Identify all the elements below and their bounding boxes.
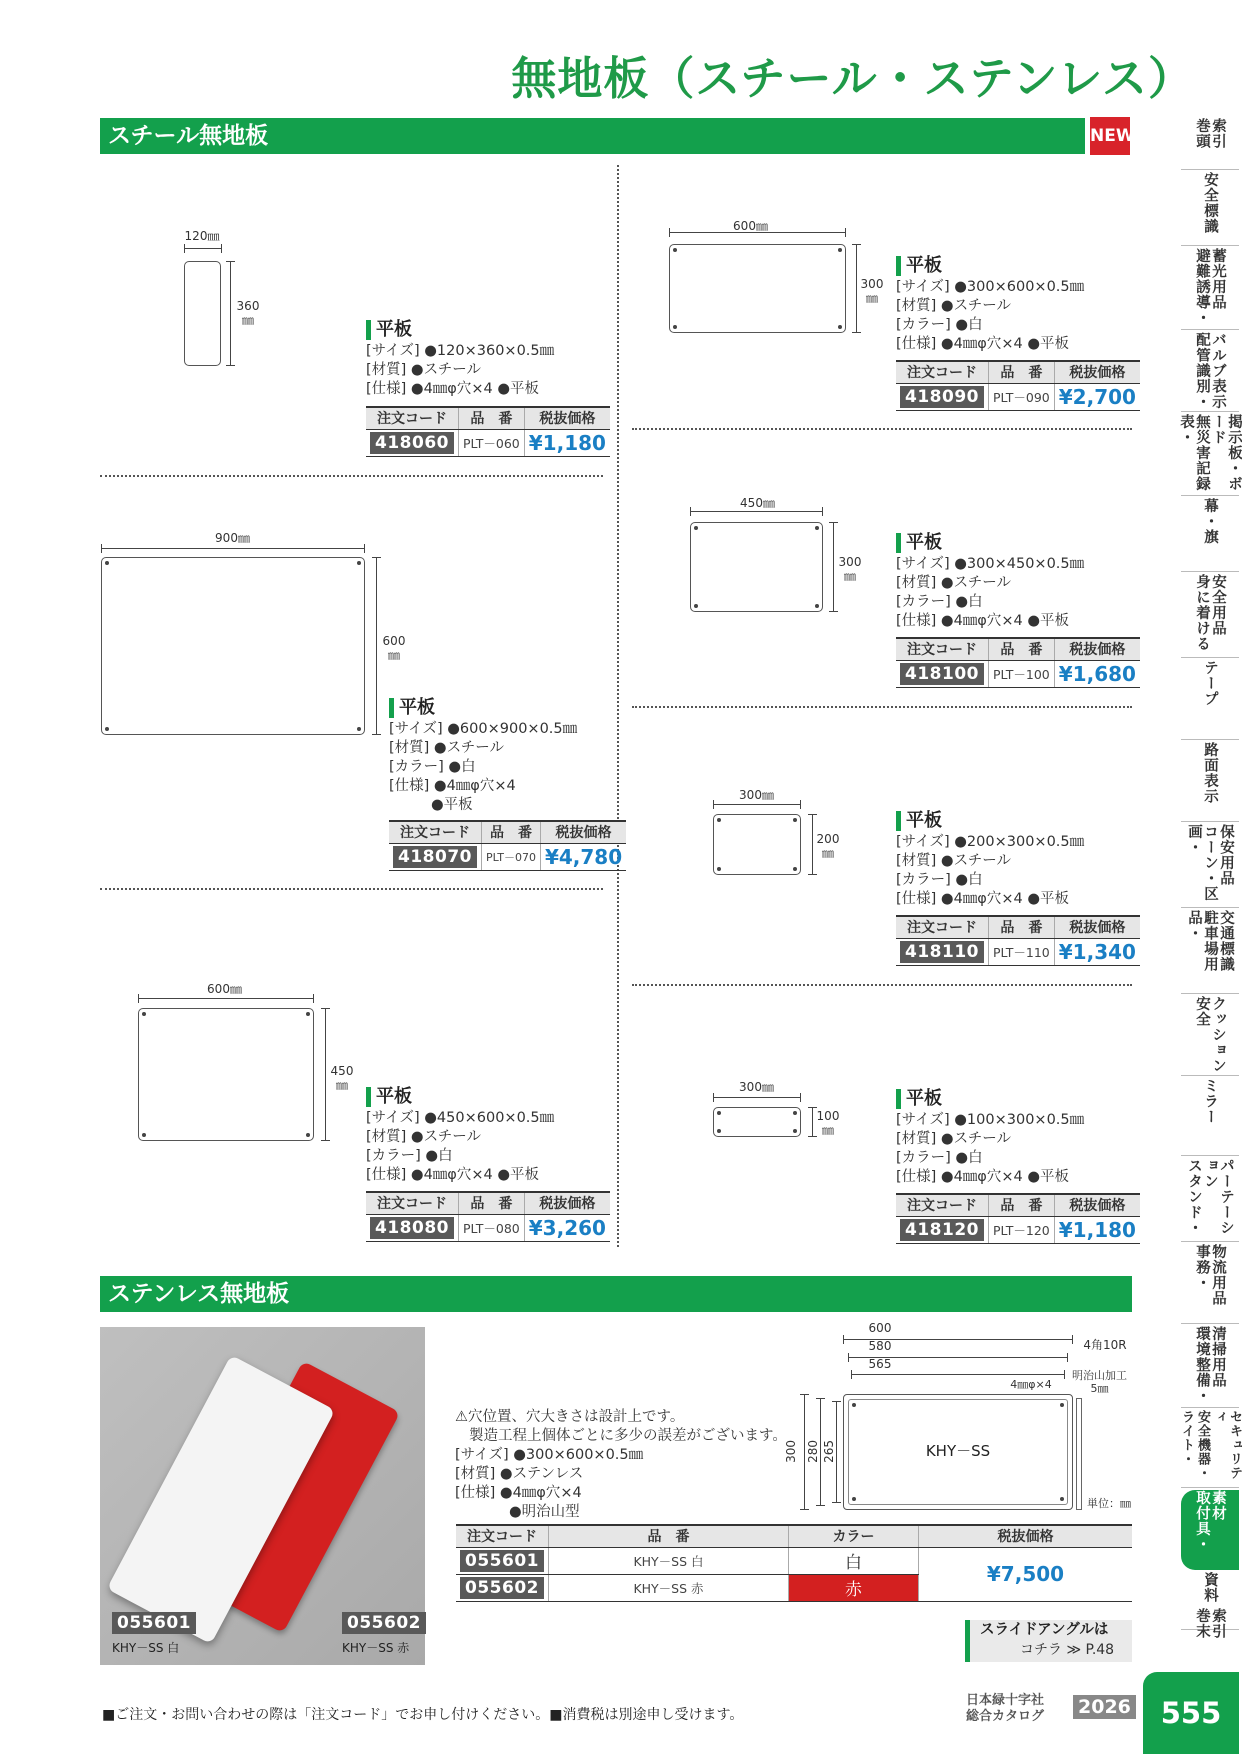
slide-line1: スライドアングルは: [980, 1622, 1109, 1638]
product-info: [896, 533, 1136, 631]
plate-diagram: [669, 244, 846, 333]
sidebar-item-back-index[interactable]: 巻末 索引: [1194, 1608, 1226, 1639]
part-number: PLT－070: [481, 843, 540, 870]
dim-arrow: [138, 994, 314, 1003]
product-title: 平板: [366, 320, 606, 340]
col-code: 注文コード: [896, 361, 988, 383]
order-code[interactable]: 418110: [900, 941, 984, 963]
col-price: 税抜価格: [540, 821, 626, 843]
col-code: 注文コード: [896, 638, 988, 660]
column-divider: [617, 165, 619, 1247]
product-material: [材質] ●スチール: [896, 853, 1011, 869]
product-spec: [仕様] ●4㎜φ穴×4 ●平板: [896, 336, 1070, 352]
col-part: 品 番: [481, 821, 540, 843]
part-number: KHY－SS 白: [548, 1547, 788, 1574]
product-info: [896, 1089, 1136, 1187]
price: ¥1,180: [1054, 1216, 1140, 1243]
plate-diagram: [138, 1008, 314, 1141]
part-number: KHY－SS 赤: [548, 1574, 788, 1601]
ss-note2: 製造工程上個体ごとに多少の誤差がございます。: [469, 1428, 787, 1444]
sidebar-item-flags[interactable]: 幕・旗: [1181, 498, 1239, 572]
section-heading-stainless: ステンレス無地板: [100, 1276, 1132, 1312]
photo-code-white: 055601: [112, 1612, 196, 1634]
ss-plate-side: [1076, 1398, 1082, 1510]
part-number: PLT－100: [988, 660, 1054, 687]
ss-plate-name: KHY－SS: [925, 1442, 991, 1460]
col-price: 税抜価格: [1054, 916, 1140, 938]
dim-arrow: [184, 244, 222, 253]
dim-height: 300 ㎜: [838, 555, 862, 583]
product-size: [サイズ] ●600×900×0.5㎜: [389, 721, 578, 737]
section-heading-steel: スチール無地板: [100, 118, 1085, 154]
dim-600: 600: [868, 1321, 892, 1335]
product-material: [材質] ●スチール: [896, 575, 1011, 591]
product-material: [材質] ●スチール: [896, 1131, 1011, 1147]
footer-note: ■ご注文・お問い合わせの際は「注文コード」でお申し付けください。■消費税は別途申し受けます。: [102, 1707, 744, 1723]
slide-line2: コチラ ≫ P.48: [1020, 1642, 1115, 1658]
dim-565: 565: [868, 1357, 892, 1371]
catalog-year: 2026: [1073, 1695, 1136, 1719]
sidebar-item-lights[interactable]: ライト・ 安全機器・ セキュリティ: [1181, 1410, 1239, 1488]
product-size: [サイズ] ●120×360×0.5㎜: [366, 343, 555, 359]
sidebar-item-cones[interactable]: コーン・区画・ 保安用品: [1181, 824, 1239, 908]
sidebar-item-road-marking[interactable]: 路面表示: [1181, 742, 1239, 822]
sidebar-item-office[interactable]: 事務・ 物流用品: [1181, 1244, 1239, 1324]
col-part: 品 番: [548, 1525, 788, 1547]
dim-width: 450㎜: [740, 496, 775, 510]
col-code: 注文コード: [896, 916, 988, 938]
unit-label: 単位：㎜: [1087, 1497, 1131, 1510]
plate-diagram: [713, 1107, 801, 1137]
dim-arrow: [669, 228, 846, 237]
product-size: [サイズ] ●200×300×0.5㎜: [896, 834, 1085, 850]
dim-arrow: [713, 800, 801, 809]
dim-580: 580: [868, 1339, 892, 1353]
product-info: [389, 698, 609, 815]
sidebar-item-cleaning[interactable]: 環境整備・ 清掃用品: [1181, 1326, 1239, 1408]
order-code[interactable]: 418070: [393, 846, 477, 868]
order-table: [896, 637, 1140, 688]
part-number: PLT－120: [988, 1216, 1054, 1243]
dim-width: 600㎜: [733, 219, 768, 233]
sidebar-item-front-index[interactable]: 巻頭 索引: [1181, 118, 1239, 170]
order-code[interactable]: 055601: [460, 1550, 544, 1572]
sidebar-item-materials[interactable]: 資料: [1181, 1572, 1239, 1630]
plate-diagram: [184, 261, 221, 366]
dim-height: 360 ㎜: [236, 299, 260, 327]
dim-width: 900㎜: [215, 531, 250, 545]
price: ¥1,180: [524, 429, 610, 456]
row-divider: [100, 888, 603, 890]
ss-note: ⚠穴位置、穴大きさは設計上です。: [455, 1409, 685, 1425]
product-material: [材質] ●スチール: [366, 362, 481, 378]
sidebar-item-cushion[interactable]: 安全 クッション: [1181, 996, 1239, 1076]
col-code: 注文コード: [896, 1194, 988, 1216]
col-code: 注文コード: [389, 821, 481, 843]
product-color: [カラー] ●白: [366, 1148, 453, 1164]
product-title: 平板: [366, 1087, 606, 1107]
price: ¥4,780: [540, 843, 626, 870]
col-part: 品 番: [988, 638, 1054, 660]
order-code[interactable]: 418120: [900, 1219, 984, 1241]
dim-height: 200 ㎜: [816, 832, 840, 860]
order-code[interactable]: 055602: [460, 1577, 544, 1599]
product-spec: [仕様] ●4㎜φ穴×4 ●平板: [366, 1167, 540, 1183]
col-price: 税抜価格: [1054, 1194, 1140, 1216]
order-table: [389, 820, 626, 871]
part-number: PLT－110: [988, 938, 1054, 965]
sidebar-item-evacuation[interactable]: 避難誘導・ 蓄光用品: [1181, 248, 1239, 330]
sidebar-item-parking[interactable]: 駐車場用品・ 交通標識: [1181, 910, 1239, 994]
photo-code-red: 055602: [342, 1612, 426, 1634]
product-title: 平板: [896, 256, 1136, 276]
new-badge: NEW: [1090, 117, 1130, 155]
dim-width: 600㎜: [207, 982, 242, 996]
col-price: 税抜価格: [524, 1192, 610, 1214]
brand-text: 日本緑十字社 総合カタログ: [966, 1693, 1045, 1724]
photo-name-red: KHY－SS 赤: [342, 1641, 410, 1655]
dim-265: 265: [822, 1440, 836, 1463]
product-spec: [仕様] ●4㎜φ穴×4 ●平板: [896, 1169, 1070, 1185]
color-cell-red: 赤: [788, 1574, 918, 1601]
product-size: [サイズ] ●450×600×0.5㎜: [366, 1110, 555, 1126]
dim-width: 300㎜: [739, 1080, 774, 1094]
ss-size: [サイズ] ●300×600×0.5㎜: [455, 1447, 644, 1463]
col-color: カラー: [788, 1525, 918, 1547]
price: ¥7,500: [918, 1547, 1132, 1601]
dim-height: 600 ㎜: [382, 634, 406, 662]
dim-arrow: [690, 507, 823, 516]
ss-plate-outline: [843, 1394, 1073, 1510]
sidebar-item-wearable[interactable]: 身に着ける 安全用品: [1181, 574, 1239, 658]
order-table: [366, 1191, 610, 1242]
product-color: [カラー] ●白: [896, 594, 983, 610]
col-part: 品 番: [988, 361, 1054, 383]
row-divider: [632, 706, 1132, 708]
sidebar-item-mirror[interactable]: ミラー: [1181, 1078, 1239, 1156]
order-code[interactable]: 418060: [370, 432, 454, 454]
col-price: 税抜価格: [1054, 638, 1140, 660]
col-part: 品 番: [988, 1194, 1054, 1216]
meiji-label: 明治山加工 5㎜: [1072, 1369, 1127, 1395]
page-title: 無地板（スチール・ステンレス）: [511, 52, 1194, 105]
product-title: 平板: [896, 811, 1136, 831]
product-material: [材質] ●スチール: [389, 740, 504, 756]
col-price: 税抜価格: [1054, 361, 1140, 383]
sidebar-item-stand[interactable]: スタンド・ パーテーション: [1181, 1158, 1239, 1242]
product-spec: [仕様] ●4㎜φ穴×4: [389, 778, 516, 794]
order-table: [366, 406, 610, 457]
ss-info: [455, 1408, 795, 1522]
dim-height: 450 ㎜: [330, 1064, 354, 1092]
hole-label: 4㎜φ×4: [1010, 1378, 1052, 1391]
dim-arrow: [713, 1093, 801, 1102]
ss-spec2: ●明治山型: [509, 1504, 580, 1520]
product-spec: [仕様] ●4㎜φ穴×4 ●平板: [896, 613, 1070, 629]
dim-width: 300㎜: [739, 788, 774, 802]
ss-spec: [仕様] ●4㎜φ穴×4: [455, 1485, 582, 1501]
plate-diagram: [713, 814, 801, 875]
sidebar-item-fittings[interactable]: 取付具・ 素材: [1181, 1490, 1239, 1570]
order-code[interactable]: 418080: [370, 1217, 454, 1239]
product-spec: [仕様] ●4㎜φ穴×4 ●平板: [366, 381, 540, 397]
row-divider: [100, 475, 603, 477]
sidebar-item-boards[interactable]: 無災害記録表・ 掲示板・ボード: [1181, 414, 1239, 496]
price: ¥3,260: [524, 1214, 610, 1241]
product-info: [366, 320, 606, 399]
sidebar-item-safety-signs[interactable]: 安全標識: [1181, 172, 1239, 246]
product-info: [896, 256, 1136, 354]
product-spec: [仕様] ●4㎜φ穴×4 ●平板: [896, 891, 1070, 907]
col-code: 注文コード: [366, 407, 458, 429]
col-price: 税抜価格: [524, 407, 610, 429]
product-size: [サイズ] ●300×450×0.5㎜: [896, 556, 1085, 572]
product-material: [材質] ●スチール: [366, 1129, 481, 1145]
part-number: PLT－060: [458, 429, 524, 456]
product-photo: [100, 1327, 425, 1665]
dim-height: 100 ㎜: [816, 1109, 840, 1137]
dim-300: 300: [784, 1440, 798, 1463]
order-table: [896, 915, 1140, 966]
product-color: [カラー] ●白: [896, 1150, 983, 1166]
price: ¥2,700: [1054, 383, 1140, 410]
slide-angle-link[interactable]: [965, 1620, 1132, 1662]
product-title: 平板: [389, 698, 609, 718]
price: ¥1,340: [1054, 938, 1140, 965]
ss-material: [材質] ●ステンレス: [455, 1466, 584, 1482]
order-table: [896, 360, 1140, 411]
price: ¥1,680: [1054, 660, 1140, 687]
col-part: 品 番: [458, 1192, 524, 1214]
product-color: [カラー] ●白: [389, 759, 476, 775]
product-color: [カラー] ●白: [896, 872, 983, 888]
product-info: [896, 811, 1136, 909]
product-title: 平板: [896, 533, 1136, 553]
row-divider: [632, 428, 1132, 430]
col-code: 注文コード: [456, 1525, 548, 1547]
col-part: 品 番: [988, 916, 1054, 938]
order-code[interactable]: 418090: [900, 386, 984, 408]
photo-name-white: KHY－SS 白: [112, 1641, 180, 1655]
order-table: [896, 1193, 1140, 1244]
dim-height: 300 ㎜: [860, 277, 884, 305]
page-number: 555: [1143, 1672, 1239, 1754]
product-size: [サイズ] ●100×300×0.5㎜: [896, 1112, 1085, 1128]
part-number: PLT－080: [458, 1214, 524, 1241]
order-code[interactable]: 418100: [900, 663, 984, 685]
sidebar-item-tape[interactable]: テープ: [1181, 660, 1239, 740]
product-spec2: ●平板: [431, 797, 473, 813]
dim-width: 120㎜: [184, 229, 220, 243]
color-cell-white: 白: [788, 1547, 918, 1574]
corner-label: 4角10R: [1083, 1338, 1127, 1352]
product-size: [サイズ] ●300×600×0.5㎜: [896, 279, 1085, 295]
plate-diagram: [101, 557, 365, 735]
col-price: 税抜価格: [918, 1525, 1132, 1547]
plate-diagram: [690, 522, 823, 612]
product-material: [材質] ●スチール: [896, 298, 1011, 314]
product-color: [カラー] ●白: [896, 317, 983, 333]
sidebar-item-piping[interactable]: 配管識別・ バルブ表示: [1181, 332, 1239, 412]
part-number: PLT－090: [988, 383, 1054, 410]
dim-arrow: [101, 544, 365, 553]
col-code: 注文コード: [366, 1192, 458, 1214]
dim-280: 280: [806, 1440, 820, 1463]
col-part: 品 番: [458, 407, 524, 429]
row-divider: [632, 984, 1132, 986]
product-title: 平板: [896, 1089, 1136, 1109]
product-info: [366, 1087, 606, 1185]
ss-order-table: [456, 1524, 1132, 1602]
